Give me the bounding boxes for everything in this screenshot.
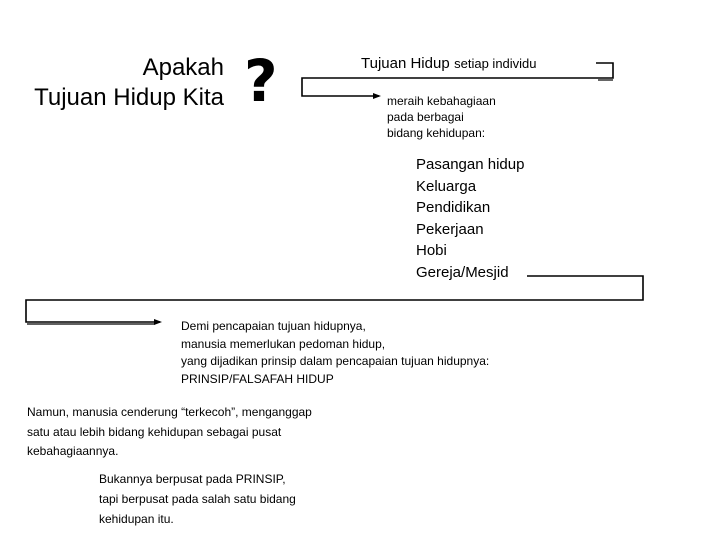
principle-line-4: PRINSIP/FALSAFAH HIDUP <box>181 371 334 386</box>
goal-heading <box>361 53 537 74</box>
title-line-1: Apakah <box>142 54 224 81</box>
title-line-2: Tujuan Hidup Kita <box>34 84 224 111</box>
principle-paragraph <box>181 318 489 388</box>
list-item: Keluarga <box>416 177 477 195</box>
list-item: Pasangan hidup <box>416 156 525 173</box>
list-item: Hobi <box>416 242 447 260</box>
list-item: Pekerjaan <box>416 220 484 238</box>
goal-desc-line-2: pada berbagai <box>387 110 464 124</box>
middle-connector-line <box>26 276 643 322</box>
deception-line-1: Namun, manusia cenderung “terkecoh”, menganggap <box>27 405 312 419</box>
goal-heading-sub: setiap individu <box>454 56 537 71</box>
deception-line-3: kebahagiaannya. <box>27 444 119 458</box>
list-item: Pendidikan <box>416 199 491 217</box>
goal-desc-line-3: bidang kehidupan: <box>387 126 486 140</box>
list-item: Gereja/Mesjid <box>416 263 509 281</box>
middle-arrow-head <box>154 319 162 325</box>
principle-line-2: manusia memerlukan pedoman hidup, <box>181 336 386 351</box>
deception-paragraph <box>27 403 312 462</box>
conclusion-paragraph <box>99 469 296 529</box>
conclusion-line-1: Bukannya berpusat pada PRINSIP, <box>99 472 286 486</box>
life-areas-list <box>416 154 524 284</box>
principle-line-3: yang dijadikan prinsip dalam pencapaian tujuan hidupnya: <box>181 354 490 368</box>
goal-heading-main: Tujuan Hidup <box>361 55 450 72</box>
top-arrow-head <box>373 93 381 99</box>
goal-desc-line-1: meraih kebahagiaan <box>387 94 496 108</box>
question-mark: ? <box>244 47 278 115</box>
page-title <box>34 53 224 113</box>
conclusion-line-3: kehidupan itu. <box>99 512 174 526</box>
deception-line-2: satu atau lebih bidang kehidupan sebagai pusat <box>27 424 282 439</box>
principle-line-1: Demi pencapaian tujuan hidupnya, <box>181 319 366 333</box>
goal-description <box>387 93 496 141</box>
conclusion-line-2: tapi berpusat pada salah satu bidang <box>99 492 296 506</box>
